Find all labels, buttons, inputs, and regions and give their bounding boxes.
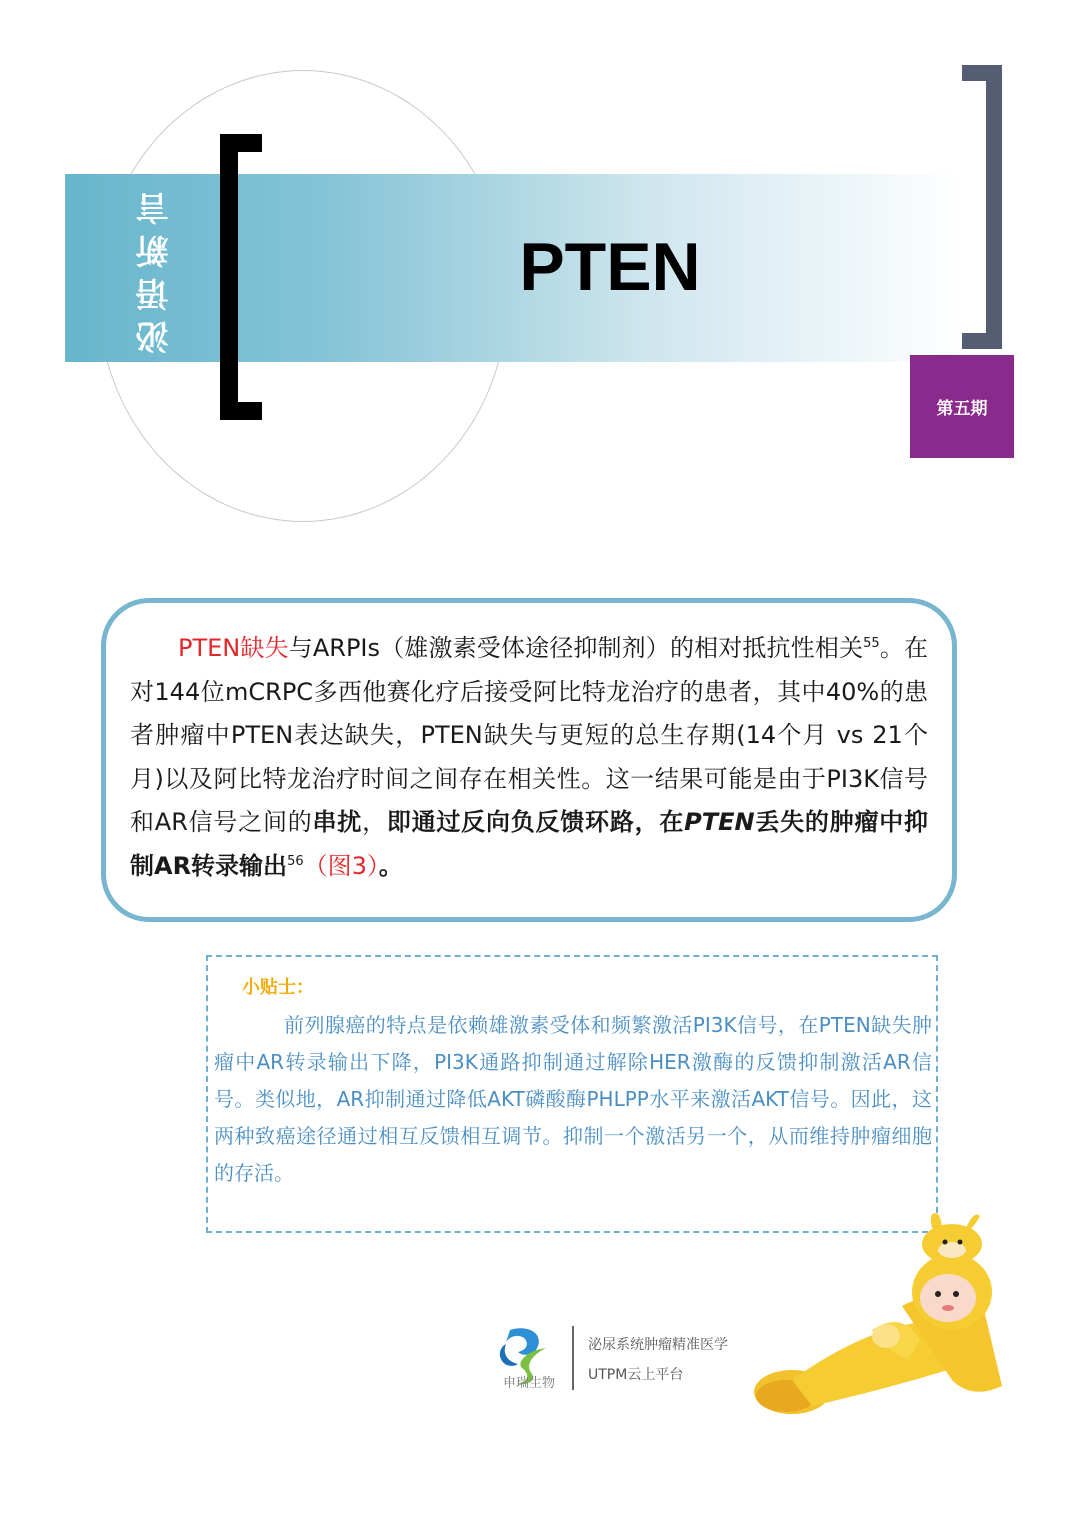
issue-badge	[910, 355, 1014, 458]
gene-name: PTEN	[684, 808, 755, 836]
issue-label: 第五期	[936, 399, 988, 419]
footer-platform-name: UTPM云上平台	[588, 1367, 684, 1383]
mascot-illustration	[752, 1210, 1010, 1422]
bold-text: 丢失的肿瘤中抑制AR转录输出	[130, 808, 929, 880]
figure-reference-link[interactable]: （图3）	[303, 851, 379, 880]
text-run: ，	[362, 808, 387, 836]
summary-card	[101, 598, 957, 922]
summary-paragraph	[130, 627, 928, 888]
highlight-term: PTEN缺失	[178, 634, 289, 662]
footer-divider	[572, 1326, 574, 1390]
bold-text: 即通过反向负反馈环路，在	[386, 808, 685, 836]
text-run: 。在对144位mCRPC多西他赛化疗后接受阿比特龙治疗的患者，其中40%的患者肿瘤中PTEN表达缺失，PTEN缺失与更短的总生存期(14个月 vs 21个月)以及阿比特龙治疗时间之间存在相关性。这一结果可能是由于PI3K信号和AR信号之间的	[130, 634, 929, 836]
column-title: 泌语新言	[134, 182, 174, 354]
text-run: 。	[378, 851, 403, 880]
footer-platform-line: 泌尿系统肿瘤精准医学	[588, 1337, 728, 1353]
right-bracket-decoration	[962, 65, 1002, 349]
tip-title: 小贴士：	[242, 977, 314, 998]
text-run: 与ARPIs（雄激素受体途径抑制剂）的相对抵抗性相关	[288, 634, 864, 662]
tip-box	[206, 955, 938, 1233]
reference-superscript: 55	[863, 636, 880, 651]
bold-term: 串扰	[312, 808, 363, 836]
tip-text: 前列腺癌的特点是依赖雄激素受体和频繁激活PI3K信号，在PTEN缺失肿瘤中AR转录输出下降，PI3K通路抑制通过解除HER激酶的反馈抑制激活AR信号。类似地，AR抑制通过降低AKT磷酸酶PHLPP水平来激活AKT信号。因此，这两种致癌途径通过相互反馈相互调节。抑制一个激活另一个，从而维持肿瘤细胞的存活。	[214, 1013, 932, 1185]
left-bracket-decoration	[220, 134, 262, 420]
reference-superscript: 56	[287, 853, 304, 869]
brand-name: 申瑞生物	[502, 1376, 555, 1391]
page-title: PTEN	[519, 229, 701, 305]
